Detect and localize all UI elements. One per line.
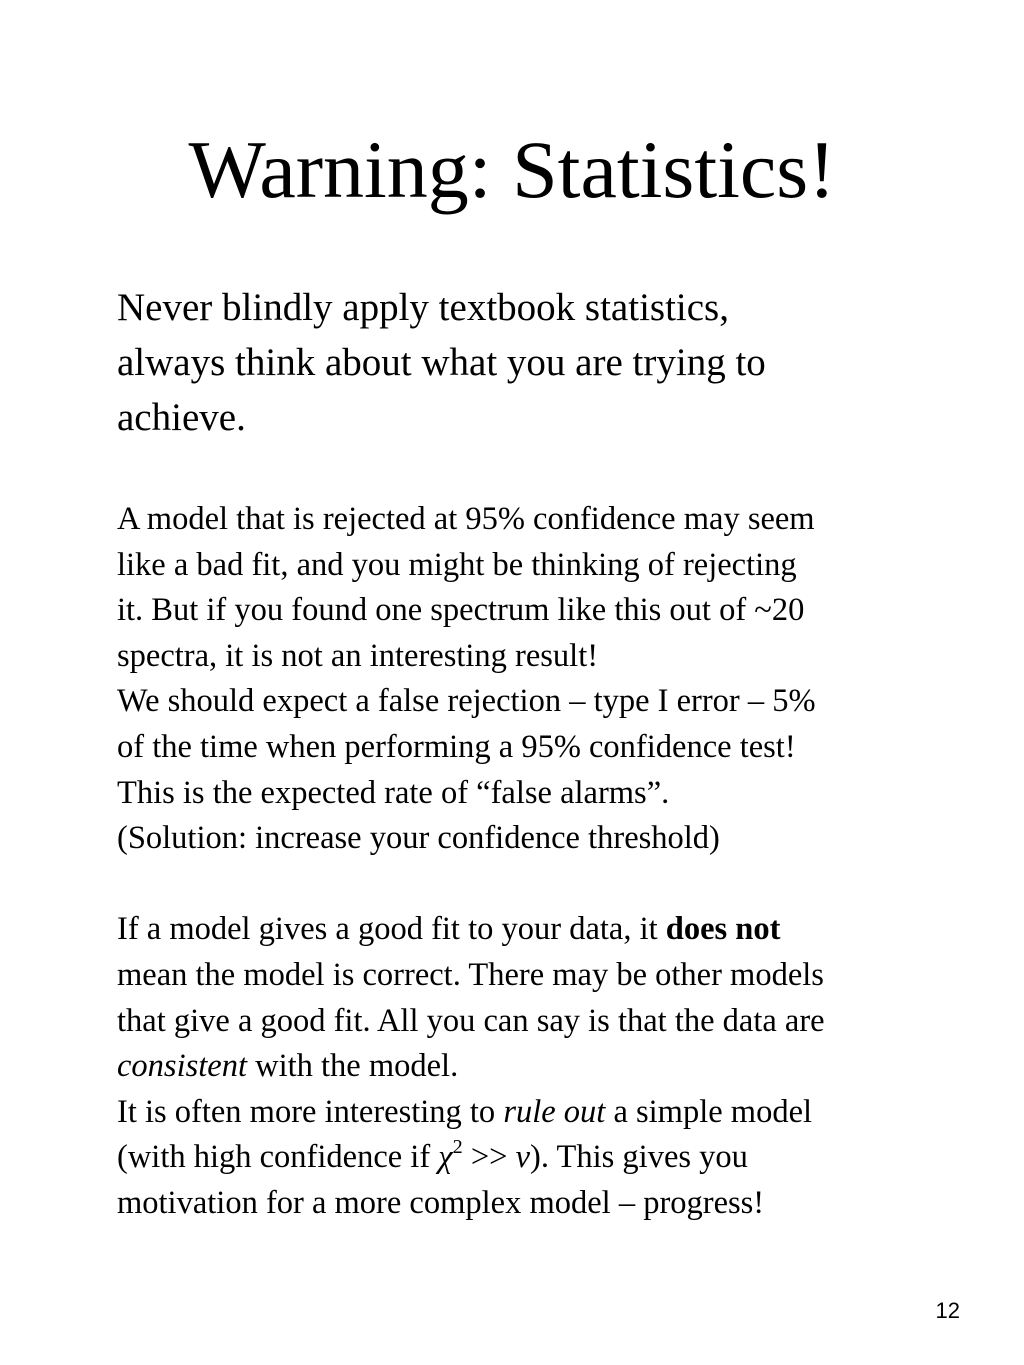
text-line: motivation for a more complex model – progress! [117,1184,765,1221]
nu-symbol: v [515,1139,531,1176]
emphasis-italic: consistent [117,1048,247,1085]
emphasis-italic: rule out [503,1093,606,1130]
text-line: it. But if you found one spectrum like this out of ~20 [117,592,805,629]
text-run: with the model. [246,1048,459,1085]
text-line [117,1090,997,1136]
text-run: a simple model [605,1093,813,1130]
text-line [117,1135,997,1181]
text-line [117,1044,997,1090]
text-run: >> [462,1139,516,1176]
paragraph-gap [117,862,997,908]
intro-line: Never blindly apply textbook statistics, [117,286,729,329]
intro-line: achieve. [117,396,246,439]
text-line [117,907,997,953]
text-line: (Solution: increase your confidence threshold) [117,820,720,857]
text-line: that give a good fit. All you can say is that the data are [117,1002,825,1039]
text-line: spectra, it is not an interesting result! [117,637,599,674]
text-line: of the time when performing a 95% confidence test! [117,728,796,765]
exponent: 2 [452,1136,463,1159]
text-line: This is the expected rate of “false alarms”. [117,774,670,811]
body-text [117,497,997,1227]
text-run: (with high confidence if [117,1139,439,1176]
false-rejection-paragraph [117,497,997,862]
intro-statement [117,280,977,445]
text-line: A model that is rejected at 95% confidence may seem [117,501,815,537]
emphasis-bold: does not [665,911,781,948]
page-number: 12 [935,1298,960,1323]
text-run: It is often more interesting to [117,1093,504,1130]
chi-symbol: χ [438,1139,453,1176]
text-run: ). This gives you [530,1139,748,1176]
text-line: We should expect a false rejection – type I error – 5% [117,683,816,720]
slide-title: Warning: Statistics! [188,124,836,215]
good-fit-paragraph [117,907,997,1226]
text-line: mean the model is correct. There may be other models [117,956,824,993]
text-line: like a bad fit, and you might be thinking of rejecting [117,546,797,583]
intro-line: always think about what you are trying to [117,341,766,384]
text-run: If a model gives a good fit to your data, it [117,911,666,948]
